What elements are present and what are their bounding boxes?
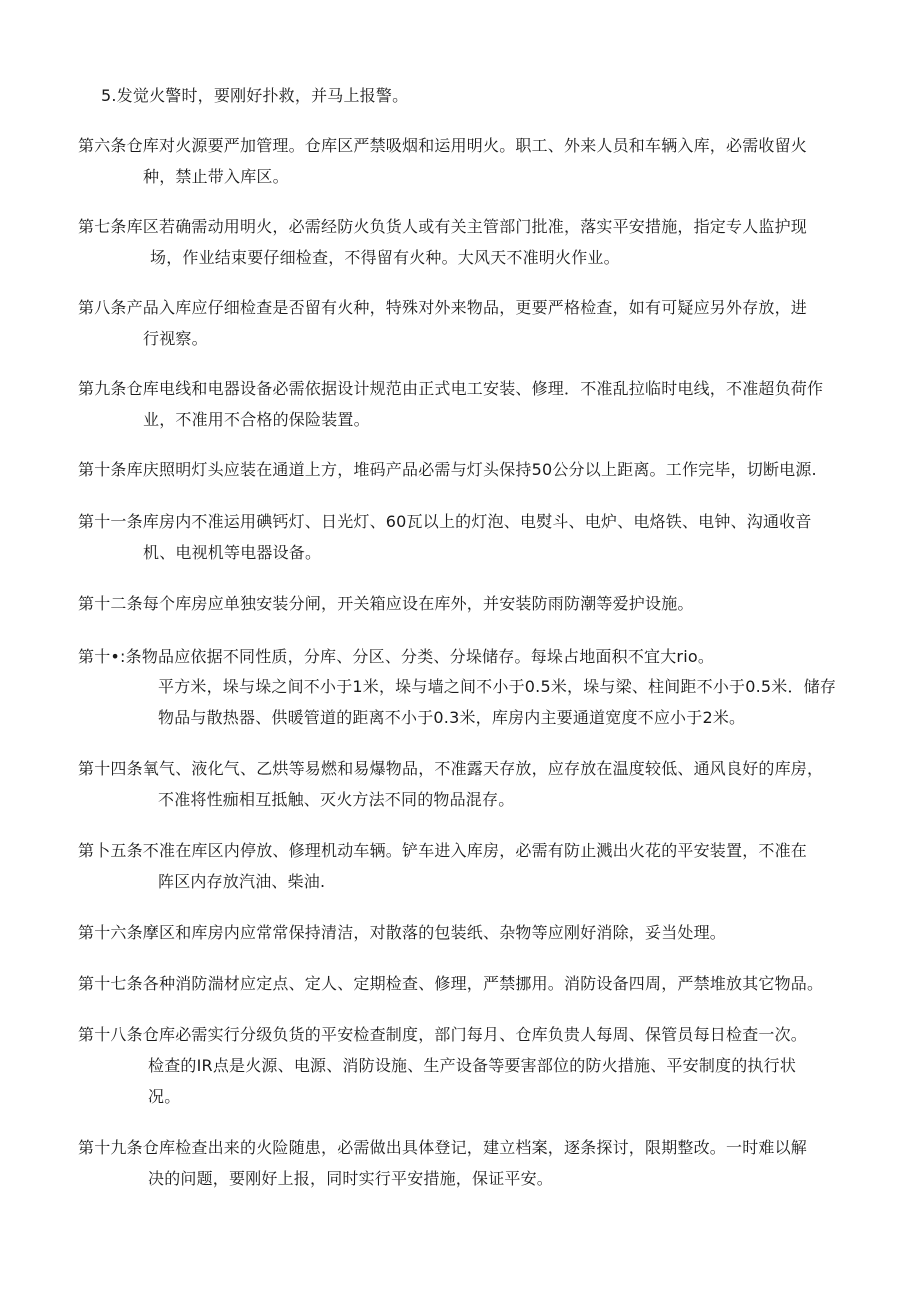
clause-10-line-1: 第十条库庆照明灯头应装在通道上方，堆码产品必需与灯头保持50公分以上距离。工作完毕，切断电源. [78, 460, 817, 479]
clause-13-line-1: 第十•:条物品应依据不同性质，分库、分区、分类、分垛储存。每垛占地面积不宜大rio。 [78, 647, 715, 666]
clause-13-line-2: 平方米，垛与垛之间不小于1米，垛与墙之间不小于0.5米，垛与梁、柱间距不小于0.5米．储存 [158, 677, 837, 696]
clause-16-line-1: 第十六条摩区和库房内应常常保持清洁，对散落的包装纸、杂物等应刚好消除，妥当处理。 [78, 923, 727, 942]
clause-14-line-2: 不准将性痂相互抵触、灭火方法不同的物品混存。 [158, 790, 515, 809]
clause-13-line-3: 物品与散热器、供暖管道的距离不小于0.3米，库房内主要通道宽度不应小于2米。 [158, 708, 746, 727]
clause-15-line-2: 阵区内存放汽油、柴油. [158, 872, 326, 891]
clause-18-line-1: 第十八条仓库必需实行分级负货的平安检查制度，部门每月、仓库负贵人每周、保管员每日检査一次。 [78, 1025, 808, 1044]
clause-17-line-1: 第十七条各种消防湍材应定点、定人、定期检查、修理，严禁挪用。消防设备四周，严禁堆放其它物品。 [78, 974, 824, 993]
clause-6-line-2: 种，禁止带入库区。 [143, 167, 289, 186]
clause-19-line-2: 决的问题，要刚好上报，同时实行平安措施，保证平安。 [148, 1169, 554, 1188]
clause-7-line-1: 第七条库区若确需动用明火，必需经防火负货人或有关主管部门批准，落实平安措施，指定专人监护现 [78, 217, 808, 236]
clause-15-line-1: 第卜五条不准在库区内停放、修理机动车辆。铲车进入库房，必需有防止溅出火花的平安装置，不准在 [78, 841, 808, 860]
clause-8-line-2: 行视察。 [143, 329, 208, 348]
clause-6-line-1: 第六条仓库对火源要严加管理。仓库区严禁吸烟和运用明火。职工、外来人员和车辆入库，必需收留火 [78, 136, 808, 155]
clause-18-line-3: 况。 [148, 1087, 181, 1106]
clause-19-line-1: 第十九条仓库检查出来的火险随患，必需做出具体登记，建立档案，逐条探讨，限期整改。一时难以解 [78, 1138, 808, 1157]
clause-8-line-1: 第八条产品入库应仔细检查是否留有火种，特殊对外来物品，更要严格检查，如有可疑应另外存放，进 [78, 298, 808, 317]
clause-14-line-1: 第十四条氧气、液化气、乙烘等易燃和易爆物品，不准露天存放，应存放在温度较低、通风良好的库房， [78, 759, 824, 778]
clause-18-line-2: 检查的IR点是火源、电源、消防设施、生产设备等要害部位的防火措施、平安制度的执行状 [148, 1056, 797, 1075]
clause-7-line-2: 场，作业结束要仔细检查，不得留有火种。大风天不准明火作业。 [150, 248, 620, 267]
clause-11-line-2: 机、电视机等电器设备。 [143, 543, 322, 562]
clause-9-line-2: 业，不准用不合格的保险装置。 [143, 410, 370, 429]
clause-12-line-1: 第十二条每个库房应单独安装分闸，开关箱应设在库外，并安装防雨防潮等爱护设施。 [78, 594, 694, 613]
clause-11-line-1: 第十一条库房内不准运用碘钙灯、日光灯、60瓦以上的灯泡、电熨斗、电炉、电烙铁、电钟、沟通收音 [78, 512, 812, 531]
clause-5-line-1: 5.发觉火警时，要刚好扑救，并马上报警。 [101, 86, 409, 105]
clause-9-line-1: 第九条仓库电线和电器设备必需依据设计规范由正式电工安装、修理．不准乱拉临时电线，不准超负荷作 [78, 379, 824, 398]
